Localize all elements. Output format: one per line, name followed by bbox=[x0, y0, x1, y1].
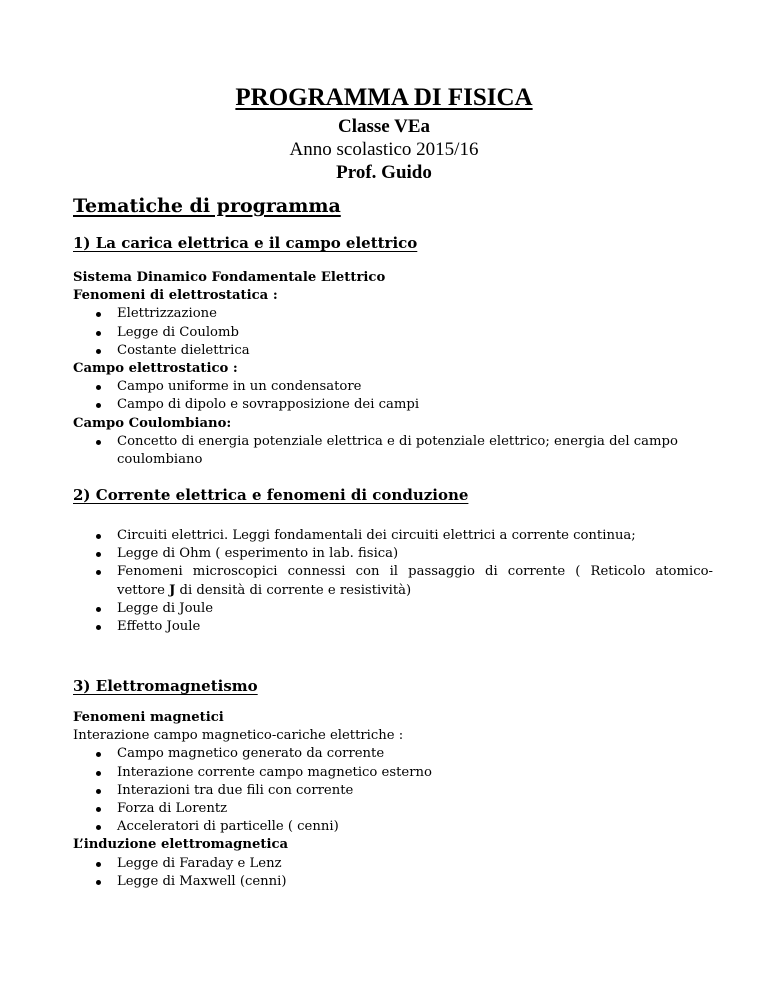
topics-heading: Tematiche di programma bbox=[73, 195, 341, 217]
conduction-list bbox=[73, 527, 713, 636]
interaction-label: Interazione campo magnetico-cariche elettriche : bbox=[73, 728, 404, 744]
list-item: Acceleratori di particelle ( cenni) bbox=[73, 818, 713, 836]
list-item: Campo uniforme in un condensatore bbox=[73, 378, 713, 396]
current-density-symbol: J bbox=[169, 582, 176, 598]
list-item: Legge di Ohm ( esperimento in lab. fisica) bbox=[73, 545, 713, 563]
section1-heading: 1) La carica elettrica e il campo elettrico bbox=[73, 234, 418, 252]
interaction-list bbox=[73, 745, 713, 836]
class-label: Classe VEa bbox=[337, 116, 431, 137]
list-item: Elettrizzazione bbox=[73, 305, 713, 323]
list-item: Interazione corrente campo magnetico esterno bbox=[73, 764, 713, 782]
section3-body bbox=[73, 709, 713, 891]
system-label: Sistema Dinamico Fondamentale Elettrico bbox=[73, 270, 386, 285]
list-item: Legge di Joule bbox=[73, 600, 713, 618]
list-item: Legge di Maxwell (cenni) bbox=[73, 873, 713, 891]
list-item-line: Fenomeni microscopici connessi con il passaggio di corrente ( Reticolo atomico- bbox=[117, 564, 713, 580]
induction-label: L’induzione elettromagnetica bbox=[73, 837, 289, 853]
induction-list bbox=[73, 855, 713, 891]
section2-body bbox=[73, 527, 713, 636]
list-item: Circuiti elettrici. Leggi fondamentali dei circuiti elettrici a corrente continua; bbox=[73, 527, 713, 545]
field-list bbox=[73, 378, 713, 414]
list-item-line: coulombiano bbox=[117, 452, 203, 468]
list-item-line: vettore J di densità di corrente e resistività) bbox=[117, 582, 412, 598]
list-item-line: Concetto di energia potenziale elettrica e di potenziale elettrico; energia del campo bbox=[117, 433, 678, 449]
document-title: PROGRAMMA DI FISICA bbox=[235, 84, 533, 111]
list-item bbox=[73, 563, 713, 599]
coulomb-label: Campo Coulombiano: bbox=[73, 415, 232, 431]
list-item: Interazioni tra due fili con corrente bbox=[73, 782, 713, 800]
list-item bbox=[73, 433, 713, 469]
electrostatics-list bbox=[73, 305, 713, 360]
section2-heading: 2) Corrente elettrica e fenomeni di conduzione bbox=[73, 486, 469, 504]
list-item: Forza di Lorentz bbox=[73, 800, 713, 818]
field-label: Campo elettrostatico : bbox=[73, 361, 238, 377]
list-item: Effetto Joule bbox=[73, 618, 713, 636]
teacher-name: Prof. Guido bbox=[336, 162, 432, 183]
coulomb-list bbox=[73, 433, 713, 469]
electrostatics-label: Fenomeni di elettrostatica : bbox=[73, 288, 278, 304]
list-item: Campo di dipolo e sovrapposizione dei campi bbox=[73, 396, 713, 414]
list-item: Legge di Coulomb bbox=[73, 324, 713, 342]
school-year: Anno scolastico 2015/16 bbox=[289, 139, 479, 160]
magnetic-label: Fenomeni magnetici bbox=[73, 710, 224, 725]
section1-body bbox=[73, 269, 713, 469]
section3-heading: 3) Elettromagnetismo bbox=[73, 677, 258, 695]
list-item: Legge di Faraday e Lenz bbox=[73, 855, 713, 873]
list-item: Costante dielettrica bbox=[73, 342, 713, 360]
list-item: Campo magnetico generato da corrente bbox=[73, 745, 713, 763]
